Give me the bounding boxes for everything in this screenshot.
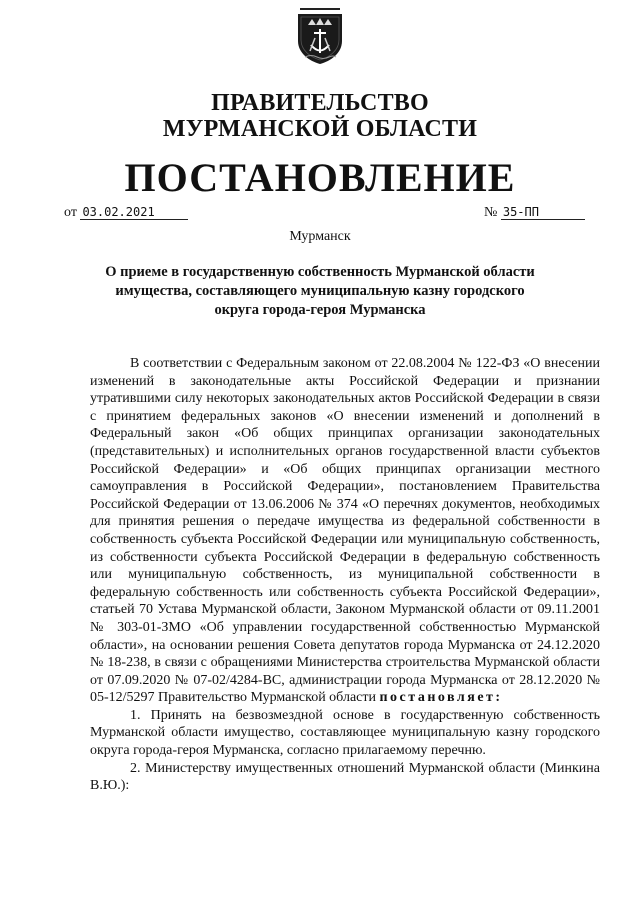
date-field xyxy=(64,205,188,221)
clause-1-paragraph: 1. Принять на безвозмездной основе в государственную собственность Мурманской области имущество, составляющее муниципальную казну городского округа города-героя Мурманска, согласно прилагаемому перечню. xyxy=(90,707,600,759)
number-prefix: № xyxy=(484,205,498,220)
preamble-text: В соответствии с Федеральным законом от 22.08.2004 № 122-ФЗ «О внесении изменений в законодательные акты Российской Федерации и признании утратившими силу некоторых законодательных актов Российской Федерации в связи с принятием федеральных законов «О внесении изменений и дополнений в Федеральный закон «Об общих принципах организации законодательных (представительных) и исполнительных органов государственной власти субъектов Российской Федерации» и «Об общих принципах организации местного самоуправления в Российской Федерации», постановлением Правительства Российской Федерации от 13.06.2006 № 374 «О перечнях документов, необходимых для принятия решения о передаче имущества из федеральной собственности в собственность субъекта Российской Федерации или муниципальную собственность, из собственности субъекта Российской Федерации в федеральную собственность или муниципальную собственность, из муниципальной собственности в федеральную собственность или собственность субъекта Российской Федерации», статьей 70 Устава Мурманской области, Законом Мурманской области от 09.11.2001 № 303-01-ЗМО «Об управлении государственной собственностью Мурманской области», на основании решения Совета депутатов города Мурманска от 24.12.2020 № 18-238, в связи с обращениями Министерства строительства Мурманской области от 07.09.2020 № 07-02/4284-ВС, администрации города Мурманска от 28.12.2020 № 05-12/5297 Правительство Мурманской области xyxy=(90,356,600,706)
clause-2-paragraph: 2. Министерству имущественных отношений Мурманской области (Минкина В.Ю.): xyxy=(90,760,600,794)
preamble-paragraph xyxy=(90,355,600,707)
number-value: 35-ПП xyxy=(501,205,585,220)
government-title-line2: МУРМАНСКОЙ ОБЛАСТИ xyxy=(162,116,478,142)
document-type-title: ПОСТАНОВЛЕНИЕ xyxy=(124,155,516,200)
city-label: Мурманск xyxy=(289,229,351,244)
government-title-line1: ПРАВИТЕЛЬСТВО xyxy=(211,90,429,116)
date-prefix: от xyxy=(64,205,77,220)
decree-action-word: постановляет: xyxy=(379,690,503,706)
date-value: 03.02.2021 xyxy=(80,205,188,220)
number-field xyxy=(484,205,585,221)
document-body xyxy=(90,355,600,795)
page-top-mark xyxy=(300,8,340,10)
coat-of-arms-icon xyxy=(291,11,349,65)
document-subject: О приеме в государственную собственность Мурманской области имущества, составляющего муниципальную казну городского округа города-героя Мурманска xyxy=(105,264,535,318)
